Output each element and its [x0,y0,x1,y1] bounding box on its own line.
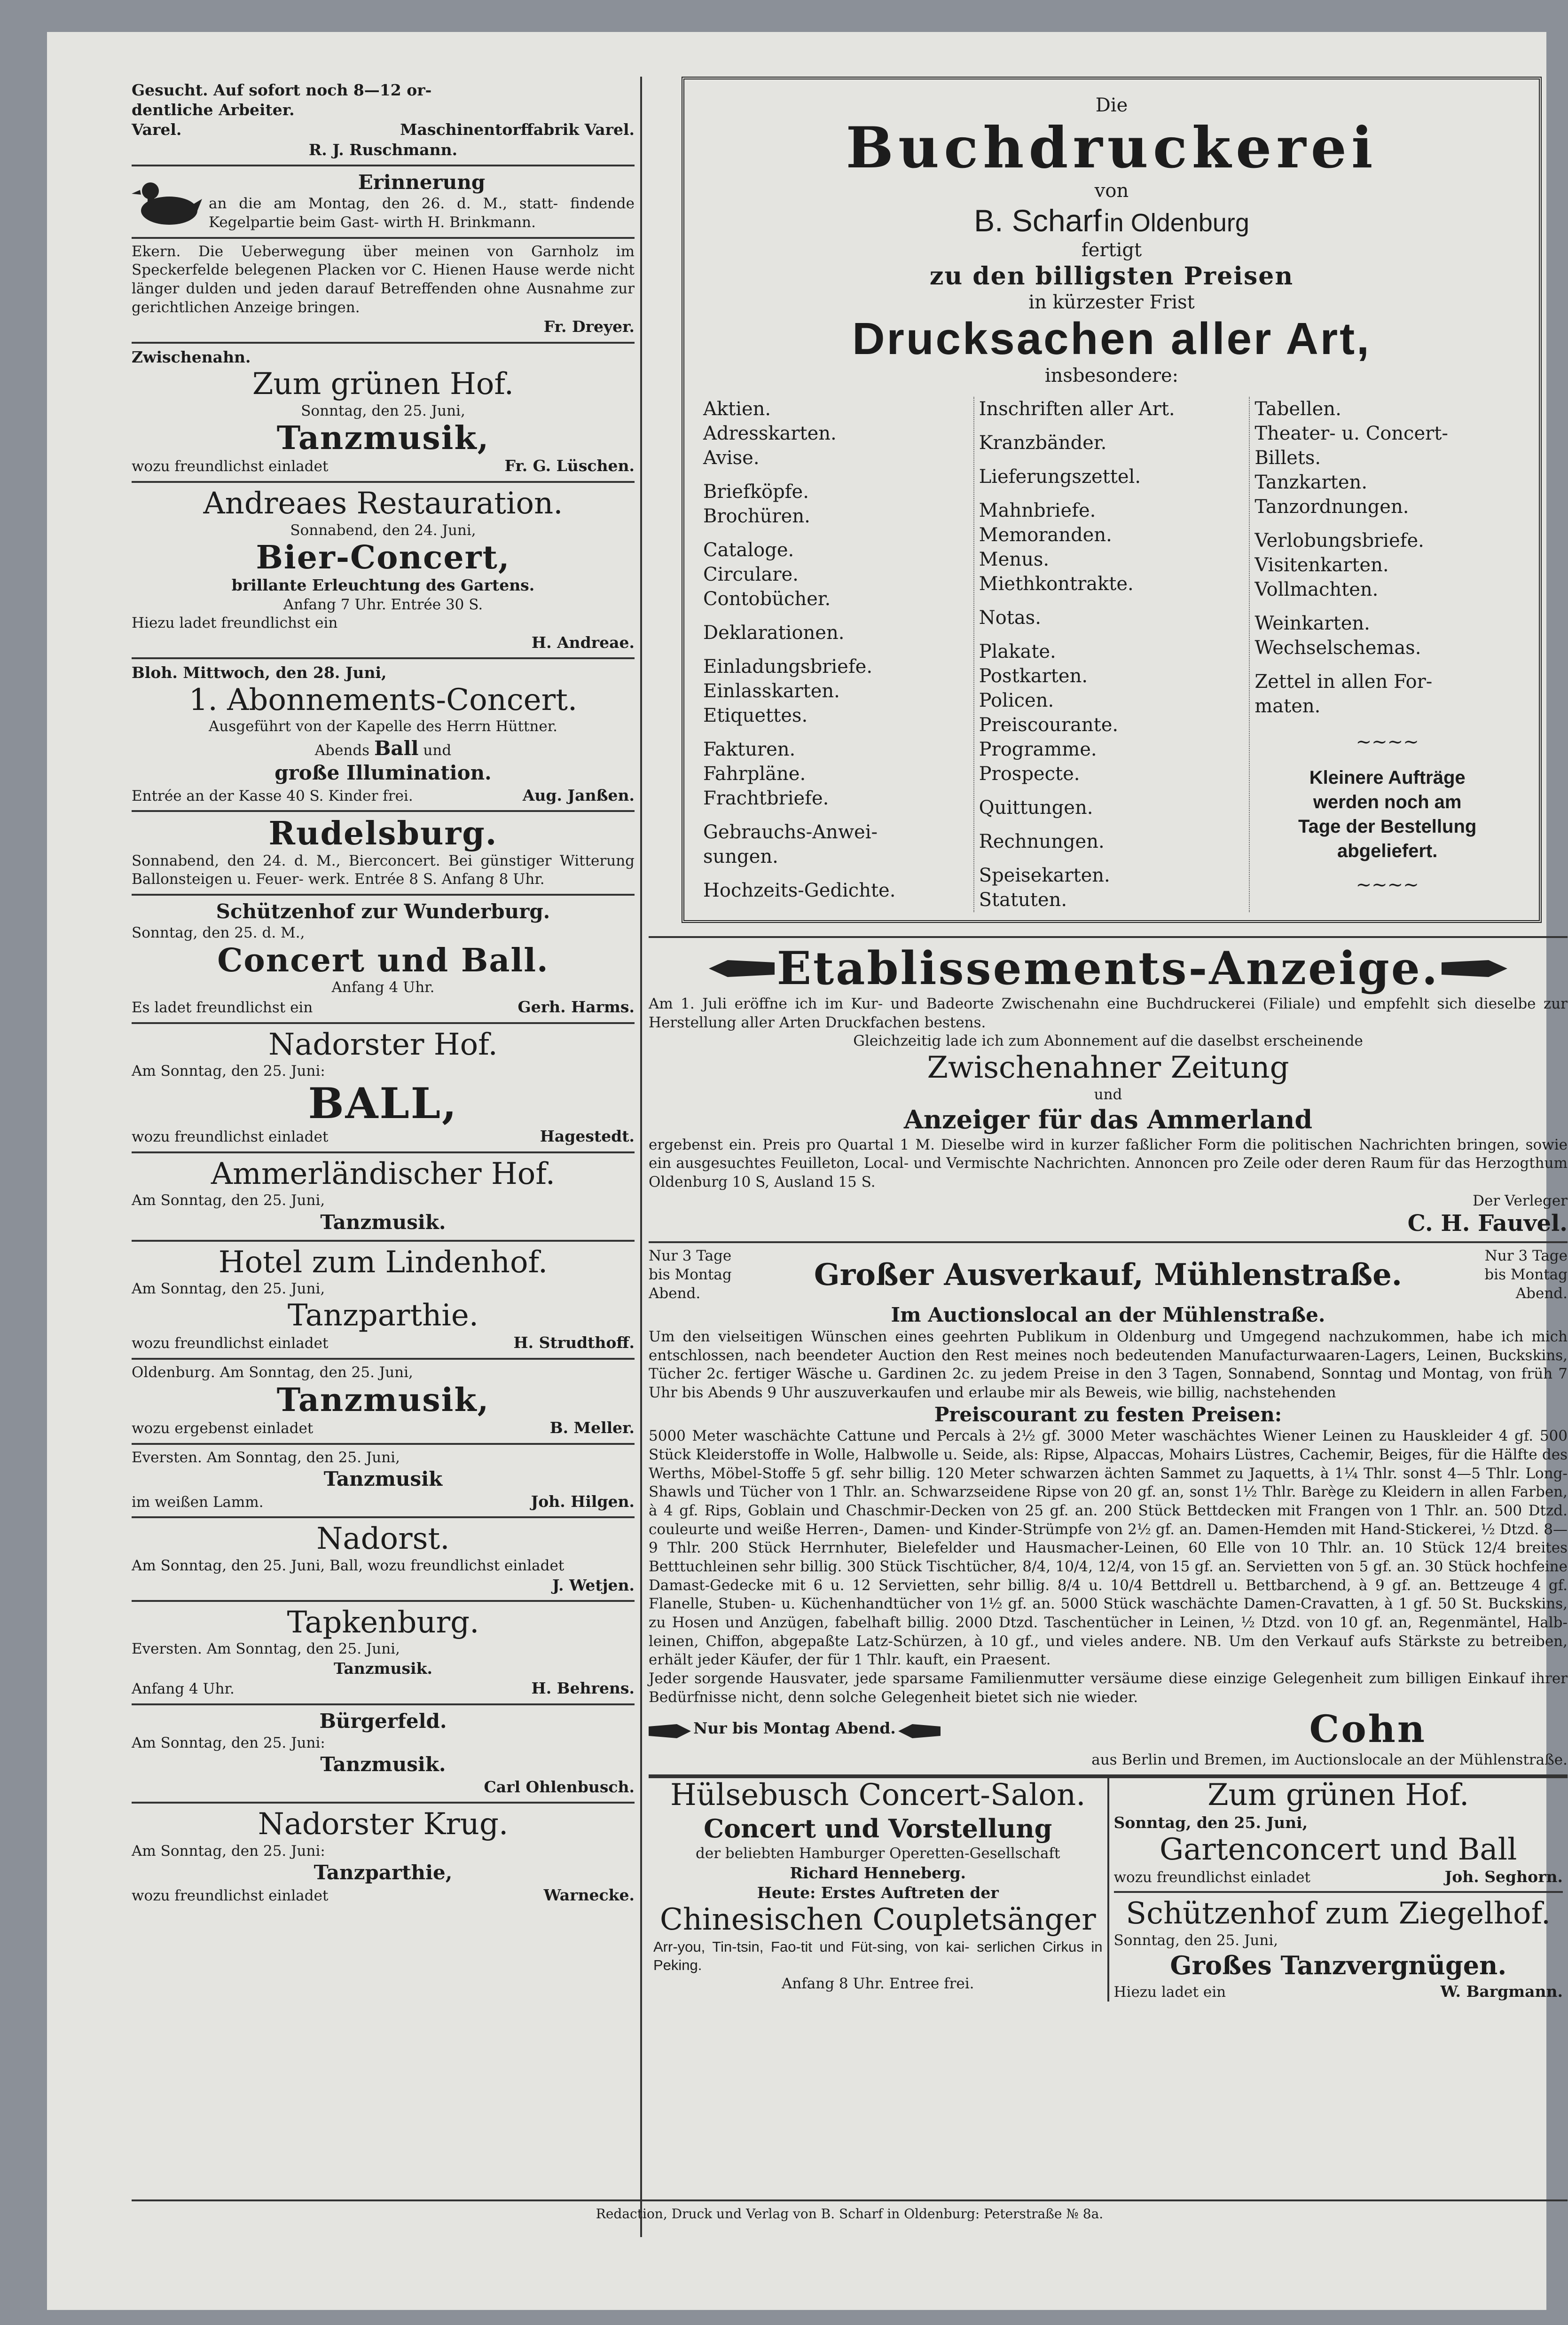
ad-line: Anfang 4 Uhr. [132,1680,235,1698]
ad-body: Jeder sorgende Hausvater, jede sparsame Familienmutter versäume diese einzige Gelegenheit zum billigen Einkauf ihrer Bedürfnisse nicht, denn solche Gelegenheit bietet sich nie wieder. [649,1670,1568,1706]
product-item: Circulare. [703,563,799,585]
signature: Carl Ohlenbusch. [484,1777,635,1796]
company: Maschinentorffabrik Varel. [400,120,635,139]
ad-date: Sonntag, den 25. Juni, [1113,1931,1278,1949]
ad-workers-wanted [132,77,635,166]
printshop-ad [682,77,1542,923]
signature: Joh. Seghorn. [1444,1868,1563,1886]
ad-event: Tanzparthie, [314,1861,453,1884]
pointing-hand-icon [1442,958,1507,979]
price-list-title: Preiscourant zu festen Preisen: [934,1403,1282,1426]
ad-date: Sonntag, den 25. d. M., [132,924,305,942]
ad-nadorst [132,1518,635,1602]
imprint-text: Redaction, Druck und Verlag von B. Scharf in Oldenburg: Peterstraße № 8a. [596,2206,1104,2222]
ad-line: Der Verleger [1473,1192,1568,1209]
product-gap [979,596,1245,606]
product-item: Lieferungszettel. [979,465,1141,488]
product-item: Prospecte. [979,763,1080,785]
ad-date: Eversten. Am Sonntag, den 25. Juni, [132,1449,400,1466]
ad-title: Nadorst. [316,1521,450,1557]
product-item: Frachtbriefe. [703,787,829,809]
signature: C. H. Fauvel. [1407,1210,1568,1237]
product-item: Quittungen. [979,796,1093,819]
note-line: werden noch am [1313,791,1462,812]
pointing-hand-icon [709,958,775,979]
ad-body: Sonnabend, den 24. d. M., Bierconcert. Bei günstiger Witterung Ballonsteigen u. Feuer- werk. Entrée 8 S. Anfang 8 Uhr. [132,852,635,888]
product-gap [979,854,1245,863]
product-item: maten. [1254,695,1321,717]
ad-line: der beliebten Hamburger Operetten-Gesellschaft [696,1845,1060,1862]
ornament: ~~~~ [1356,731,1419,753]
ad-event: große Illumination. [274,761,492,785]
ad-title: Hülsebusch Concert-Salon. [670,1777,1086,1813]
signature: H. Strudthoff. [513,1333,635,1352]
pointing-hand-icon [649,1723,691,1740]
signature: W. Bargmann. [1440,1982,1563,2001]
newspaper-page [47,32,1568,2310]
ad-event: Tanzmusik [323,1467,443,1491]
left-column [132,77,635,1910]
product-item: Cataloge. [703,539,794,561]
ad-huelsebusch [649,1778,1107,2002]
ad-line [132,736,635,761]
ad-title: Hotel zum Lindenhof. [218,1245,548,1280]
ad-title: Schützenhof zum Ziegelhof. [1126,1896,1551,1931]
invite-text: wozu freundlichst einladet [132,1128,329,1146]
signature: Fr. G. Lüschen. [504,457,635,475]
signature: J. Wetjen. [552,1576,635,1594]
ad-footer [132,1418,635,1438]
product-sublist [1254,397,1520,718]
ad-ziegelhof [1114,1893,1563,2002]
ad-body: Am Sonntag, den 25. Juni, Ball, wozu freundlichst einladet [132,1557,564,1574]
ad-line [132,120,635,140]
invite-text: im weißen Lamm. [132,1493,264,1511]
product-item: Tabellen. [1254,398,1341,420]
pointing-hand-icon [898,1723,941,1740]
signature: B. Meller. [549,1418,635,1437]
ad-rudelsburg [132,812,635,896]
ad-subtitle: Im Auctionslocal an der Mühlenstraße. [891,1303,1325,1327]
product-item: Visitenkarten. [1254,554,1389,576]
product-item: Postkarten. [979,665,1088,687]
ad-headline: Chinesischen Coupletsänger [659,1902,1096,1938]
product-item: Gebrauchs-Anwei- [703,821,878,843]
product-item: Kranzbänder. [979,432,1107,454]
ad-event: Tanzmusik. [320,1753,446,1776]
product-item: Briefköpfe. [703,481,809,503]
product-item: Deklarationen. [703,622,845,644]
product-item: Tanzordnungen. [1254,496,1409,518]
right-column [649,77,1568,2002]
invite-text: Es ladet freundlichst ein [132,999,313,1016]
ad-event: Gartenconcert und Ball [1159,1832,1517,1867]
signature: R. J. Ruschmann. [308,140,458,159]
ad-gruener-hof [1114,1778,1563,1893]
product-gap [703,645,969,654]
ad-body: an die am Montag, den 26. d. M., statt- findende Kegelpartie beim Gast- wirth H. Brinkmann. [209,195,635,231]
signature: Warnecke. [543,1885,635,1904]
ad-body: Am 1. Juli eröffne ich im Kur- und Badeorte Zwischenahn eine Buchdruckerei (Filiale) und empfehlt sich dieselbe zur Herstellung aller Arten Druckfachen bestens. [649,995,1568,1031]
newspaper-name: Anzeiger für das Ammerland [903,1104,1313,1135]
ad-date: Sonntag, den 25. Juni, [301,402,465,419]
product-item: Statuten. [979,889,1067,911]
column-rule [640,77,642,2237]
ad-word: Ball [374,736,419,760]
product-item: Einladungsbriefe. [703,655,873,678]
ad-headline: Drucksachen aller Art, [852,314,1371,364]
product-item: Programme. [979,738,1097,760]
ad-date: Eversten. Am Sonntag, den 25. Juni, [132,1640,400,1658]
ad-andreaes [132,483,635,659]
ad-footer [1114,1867,1563,1887]
ad-nadorster-hof [132,1024,635,1153]
ad-line: Die [1095,95,1128,116]
place: Varel. [132,120,182,139]
ad-oldenburg-meller [132,1360,635,1445]
ad-date: Sonntag, den 25. Juni, [1113,1813,1308,1832]
signature: Joh. Hilgen. [531,1492,635,1511]
ad-tapkenburg [132,1602,635,1705]
ad-title: Nadorster Krug. [258,1806,509,1842]
ad-body: Gleichzeitig lade ich zum Abonnement auf die daselbst erscheinende [853,1032,1363,1050]
product-item: Fakturen. [703,738,796,760]
shop-owner: B. Scharf [974,203,1102,238]
invite-text: wozu freundlichst einladet [132,1335,329,1352]
ad-title: Erinnerung [358,170,486,194]
only-until [649,1718,941,1740]
ad-reminder [132,166,635,239]
signature: Fr. Dreyer. [543,317,635,336]
ad-title: Großer Ausverkauf, Mühlenstraße. [814,1257,1403,1293]
product-item: Inschriften aller Art. [979,398,1175,420]
product-item: Brochüren. [703,505,810,527]
bottom-ads [649,1776,1568,2002]
ad-event: BALL, [308,1078,458,1128]
ad-ammerlaendischer-hof [132,1153,635,1242]
product-column [698,397,973,912]
ad-date: Am Sonntag, den 25. Juni, [132,1280,325,1298]
ad-title: Tapkenburg. [287,1605,479,1640]
invite-text: Hiezu ladet ein [1113,1983,1226,2001]
ad-date: Am Sonntag, den 25. Juni: [132,1734,325,1751]
signature: H. Andreae. [531,633,635,652]
duck-icon [132,173,202,229]
ad-footer [132,786,635,806]
ad-body: Um den vielseitigen Wünschen eines geehrten Publikum in Oldenburg und Umgegend nachzukommen, habe ich mich entschlossen, nach beendeter Auction den Rest meines noch bedeutenden Manufacturwaaren-Lagers, Leinen, Buckskins, Tücher 2c. fertiger Wäsche u. Gardinen 2c. zu jedem Preise in den 3 Tagen, Sonnabend, Sonntag und Montag, von früh 7 Uhr bis Abends 9 Uhr auszuverkaufen und erlaube mir als Beweis, wie billig, nachstehenden [649,1328,1568,1401]
ad-ekern [132,239,635,344]
product-column [973,397,1249,912]
product-item: Rechnungen. [979,830,1105,852]
shop-location: in Oldenburg [1104,209,1249,237]
product-item: Memoranden. [979,524,1112,546]
product-item: Policen. [979,689,1054,711]
product-list [698,397,1525,912]
product-gap [703,528,969,538]
ad-event: Tanzmusik. [320,1211,446,1234]
product-gap [979,455,1245,465]
ad-line: zu den billigsten Preisen [929,262,1294,291]
product-item: Vollmachten. [1254,578,1379,600]
ad-title-row [649,1247,1568,1303]
ad-line: aus Berlin und Bremen, im Auctionslocale an der Mühlenstraße. [1091,1751,1568,1769]
side-note: Nur 3 Tage bis Montag Abend. [649,1247,732,1302]
ad-title: Rudelsburg. [268,815,498,853]
ad-title: Zum grünen Hof. [1207,1777,1469,1813]
ad-line: Anfang 7 Uhr. Entrée 30 S. [283,596,483,613]
ad-event: Großes Tanzvergnügen. [1170,1950,1507,1981]
ad-eversten-hilgen [132,1445,635,1519]
product-item: Notas. [979,607,1041,629]
ad-title: Etablissements-Anzeige. [776,942,1440,995]
product-item: Fahrpläne. [703,763,806,785]
product-item: Contobücher. [703,588,831,610]
ad-date: Oldenburg. Am Sonntag, den 25. Juni, [132,1364,413,1381]
ad-line: von [1094,180,1129,202]
ad-line: fertigt [1081,239,1142,261]
product-item: Tanzkarten. [1254,471,1368,493]
ad-line: Richard Henneberg. [790,1863,966,1882]
product-gap [1254,602,1520,611]
note-line: Tage der Bestellung [1298,816,1477,837]
shop-name [698,203,1525,238]
ad-event: Concert und Vorstellung [704,1813,1052,1844]
ad-date: Am Sonntag, den 25. Juni, [132,1192,325,1209]
ad-event: Tanzparthie. [287,1298,479,1333]
product-item: Mahnbriefe. [979,499,1096,521]
product-gap [703,611,969,621]
ad-line: brillante Erleuchtung des Gartens. [231,576,535,595]
ad-date: Sonnabend, den 24. Juni, [290,521,476,539]
ad-title: 1. Abonnements-Concert. [188,682,578,717]
signature: H. Behrens. [531,1679,635,1698]
ad-line: Bloh. Mittwoch, den 28. Juni, [132,663,387,682]
product-item: Avise. [703,447,760,469]
invite-text: wozu ergebenst einladet [132,1419,314,1437]
ad-word: Abends [314,741,370,759]
note-line: Kleinere Aufträge [1309,767,1466,788]
ad-event: Tanzmusik, [276,1381,490,1419]
only-until-text: Nur bis Montag Abend. [693,1718,896,1737]
ad-title: Buchdruckerei [846,115,1378,181]
product-gap [979,421,1245,431]
ad-title: Ammerländischer Hof. [211,1156,556,1191]
product-item: Adresskarten. [703,422,837,444]
ad-date: Am Sonntag, den 25. Juni: [132,1842,325,1860]
side-note: Nur 3 Tage bis Montag Abend. [1484,1247,1568,1302]
ad-event: Tanzmusik. [334,1659,432,1678]
product-gap [1254,660,1520,670]
signature: Hagestedt. [540,1127,635,1146]
ad-line: dentliche Arbeiter. [132,101,295,119]
product-item: Etiquettes. [703,704,808,726]
ad-title-row [649,942,1568,995]
signature: Aug. Janßen. [522,786,635,804]
ad-ausverkauf [649,1243,1568,1776]
ad-line: in kürzester Frist [1028,292,1195,313]
product-item: sungen. [703,845,778,867]
ad-line: insbesondere: [1044,364,1179,386]
ornament: ~~~~ [1356,874,1419,896]
product-item: Theater- u. Concert- [1254,422,1448,444]
ad-line: Anfang 8 Uhr. Entree frei. [781,1975,974,1993]
ad-bloh [132,659,635,812]
imprint-footer [132,2199,1568,2222]
product-item: Verlobungsbriefe. [1254,529,1424,552]
ad-line: und [1094,1086,1122,1103]
ad-event: Tanzmusik, [276,419,490,457]
product-gap [703,869,969,878]
ad-title: Andreaes Restauration. [203,486,563,521]
ad-word: und [423,741,452,759]
ad-line: Ausgeführt von der Kapelle des Herrn Hüttner. [209,718,557,735]
ad-title: Bürgerfeld. [319,1710,447,1733]
ad-footer [132,1127,635,1147]
newspaper-name: Zwischenahner Zeitung [927,1050,1289,1086]
product-gap [979,786,1245,796]
product-gap [979,630,1245,639]
ad-lindenhof [132,1242,635,1360]
product-gap [703,728,969,737]
ad-wunderburg [132,896,635,1024]
invite-text: wozu freundlichst einladet [132,458,329,475]
product-gap [1254,519,1520,528]
ad-line: Hiezu ladet freundlichst ein [132,615,338,632]
product-item: Wechselschemas. [1254,637,1421,659]
ad-line: Heute: Erstes Auftreten der [757,1883,999,1902]
ad-zum-gruenen-hof [132,344,635,483]
note-line: abgeliefert. [1337,840,1438,861]
ad-title: Schützenhof zur Wunderburg. [216,899,550,923]
product-item: Plakate. [979,640,1056,662]
ad-line: Entrée an der Kasse 40 S. Kinder frei. [132,787,413,804]
ad-event: Concert und Ball. [217,942,549,980]
invite-text: wozu freundlichst einladet [132,1887,329,1904]
product-item: Zettel in allen For- [1254,670,1433,693]
signature: Gerh. Harms. [517,997,635,1016]
product-gap [979,820,1245,829]
product-item: Einlasskarten. [703,680,840,702]
ad-footer [1114,1982,1563,2002]
ad-event: Bier-Concert, [256,539,510,577]
product-item: Speisekarten. [979,864,1110,886]
ad-etablissements [649,936,1568,1243]
ad-footer [132,1333,635,1353]
product-gap [703,811,969,820]
invite-text: wozu freundlichst einladet [1113,1869,1310,1886]
product-item: Billets. [1254,447,1321,469]
place: Zwischenahn. [132,347,251,366]
ad-buergerfeld [132,1705,635,1804]
ad-nadorster-krug [132,1804,635,1910]
product-item: Weinkarten. [1254,612,1370,634]
ad-footer [132,1679,635,1699]
ad-date: Am Sonntag, den 25. Juni: [132,1063,325,1080]
ad-footer [132,1885,635,1906]
product-gap [979,489,1245,498]
product-item: Hochzeits-Gedichte. [703,879,896,901]
signature: Cohn [1309,1707,1427,1751]
ad-footer [132,1492,635,1512]
product-item: Preiscourante. [979,714,1119,736]
ad-body: ergebenst ein. Preis pro Quartal 1 M. Dieselbe wird in kurzer faßlicher Form die politischen Nachrichten bringen, sowie ein ausgesuchtes Feuilleton, Local- und Vermischte Nachrichten. Annoncen pro Zeile oder deren Raum für das Herzogthum Oldenburg 10 S, Ausland 15 S. [649,1136,1568,1191]
product-item: Aktien. [703,398,771,420]
product-item: Miethkontrakte. [979,573,1134,595]
product-item: Menus. [979,548,1050,570]
small-orders-note [1254,765,1520,863]
ad-body: Arr-you, Tin-tsin, Fao-tit und Füt-sing, von kai- serlichen Cirkus in Peking. [653,1938,1103,1974]
ad-line: Gesucht. Auf sofort noch 8—12 or- [132,81,432,99]
ad-line: Anfang 4 Uhr. [331,979,435,996]
price-list: 5000 Meter waschächte Cattune und Percals à 2½ gf. 3000 Meter waschächtes Wiener Leinen zu Hauskleider 4 gf. 500 Stück Kleiderstoffe in Wolle, Halbwolle u. Seide, als: Ripse, Alpaccas, Mohairs Lüstres, Cachemir, Beiges, für die Hälfte des Werths, Möbel-Stoffe 5 gf. sehr billig. 120 Meter schwarzen ächten Sammet zu Jaquetts, à 1¼ Thlr. sonst 4—5 Thlr. Long-Shawls und Tücher von 1 Thlr. an. Schwarzseidene Ripse von 20 gf. an, sonst 1½ Thlr. Barège zu Kleidern in allen Farben, à 4 gf. Rips, Goblain und Chaschmir-Decken von 25 gf. an. 200 Stück Bettdecken mit Frangen von 1 Thlr. an. 500 Dtzd. couleurte und weiße Herren-, Damen- und Kinder-Strümpfe von 2½ gf. an. Damen-Hemden mit Hand-Stickerei, ½ Dtzd. 8—9 Thlr. 200 Stück Herrnhuter, Bielefelder und Hausmacher-Leinen, 60 Elle von 10 Thlr. an. 10 Stück 12/4 breites Betttuchleinen sehr billig. 300 Stück Tischtücher, 8/4, 10/4, 12/4, von 15 gf. an. Servietten von 5 gf. an. 30 Stück hochfeine Damast-Gedecke mit 6 u. 12 Servietten, sehr billig. 8/4 u. 10/4 Bettdrell u. Bettbarchend, à 9 gf. an. Bettzeuge 4 gf. Flanelle, Stuben- u. Küchenhandtücher von 1½ gf. an. 5000 Stück waschächte Damen-Cravatten, à 1 gf. 50 St. Buckskins, zu Hosen und Anzügen, fabelhaft billig. 2000 Dtzd. Taschentücher in Leinen, ½ Dtzd. von 10 gf. an, Regenmäntel, Halb- leinen, Chiffon, abgepaßte Latz-Schürzen, à 10 gf., und vieles andere. NB. Um den Verkauf aufs Stärkste zu betreiben, erhält jeder Käufer, der für 1 Thlr. kauft, ein Praesent. [649,1427,1568,1669]
ad-right-stack [1107,1778,1568,2002]
ad-footer [132,456,635,476]
ad-body: Ekern. Die Ueberwegung über meinen von Garnholz im Speckerfelde belegenen Placken vor C. Hienen Hause werde nicht länger dulden und jeden darauf Betreffenden ohne Ausnahme zur gerichtlichen Anzeige bringen. [132,243,635,316]
ad-footer [132,997,635,1017]
ad-title: Zum grünen Hof. [252,366,514,402]
product-gap [703,470,969,480]
ad-title: Nadorster Hof. [268,1027,498,1062]
ad-footer [649,1707,1568,1751]
product-column [1249,397,1525,912]
